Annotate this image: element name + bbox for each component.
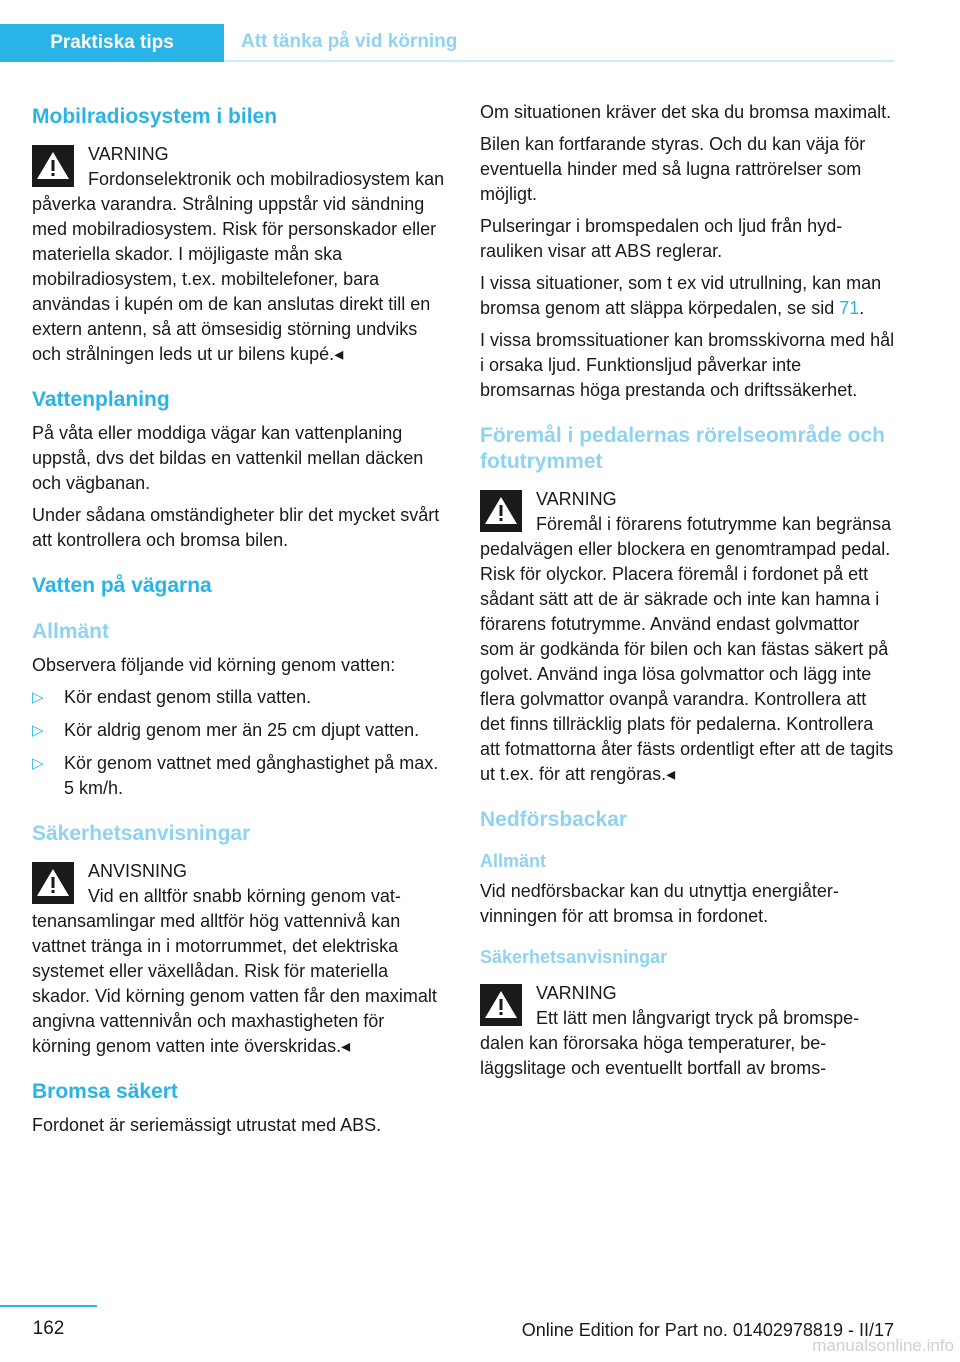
heading-pedal-objects: Föremål i pedalernas rörelseområde och fotutrymmet xyxy=(480,424,885,473)
footer-divider xyxy=(0,1305,97,1307)
warning-label: VARNING xyxy=(536,983,617,1003)
subheading-general: Allmänt xyxy=(32,620,110,643)
list-item-text: Kör aldrig genom mer än 25 cm djupt vatten. xyxy=(64,720,420,740)
warning-triangle-icon xyxy=(480,984,522,1026)
page-number: 162 xyxy=(32,1318,65,1339)
list-item-text: Kör genom vattnet med gånghastighet på max. 5 km/h. xyxy=(64,753,439,798)
list-item xyxy=(32,751,448,801)
paragraph-text: I vissa situationer, som t ex vid utrullning, kan man bromsa genom att släppa körpedalen, se sid xyxy=(480,273,882,318)
end-mark: ◂ xyxy=(341,1036,351,1056)
header-section-label: Praktiska tips xyxy=(50,32,174,53)
paragraph: Fordonet är seriemässigt utrustat med ABS. xyxy=(32,1115,382,1135)
heading-mobile-radio: Mobilradiosystem i bilen xyxy=(32,105,278,128)
warning-label: VARNING xyxy=(536,489,617,509)
list-item-text: Kör endast genom stilla vatten. xyxy=(64,687,312,707)
bullet-list xyxy=(32,685,448,801)
left-column xyxy=(32,100,448,1145)
warning-pedal-objects xyxy=(480,487,896,787)
paragraph: Pulseringar i bromspedalen och ljud från hydrauliken visar att ABS reglerar. xyxy=(480,216,843,261)
warning-mobile-radio xyxy=(32,142,448,367)
watermark: manualsonline.info xyxy=(812,1336,954,1355)
paragraph-text: . xyxy=(859,298,865,318)
bullet-arrow-icon: ▷ xyxy=(32,755,44,772)
header-subsection-tab xyxy=(224,24,894,62)
header-subsection-label: Att tänka på vid körning xyxy=(241,31,458,52)
subheading-general: Allmänt xyxy=(480,851,547,871)
bullet-arrow-icon: ▷ xyxy=(32,722,44,739)
warning-text: Fordonselektronik och mobilradiosystem kan påverka varandra. Strålning uppstår vid sändning med mobilradiosystem. Risk för personskador eller materiella skador. I möjligaste mån ska mobilradiosystem, t.ex. mobiltelefoner, bara användas i kupén om de kan anslutas direkt till en extern antenn, så att ömsesidig störning undviks och strålningen leds ut ur bilens kupé. xyxy=(32,169,445,364)
paragraph: Under sådana omständigheter blir det mycket svårt att kontrollera och bromsa bilen. xyxy=(32,505,440,550)
heading-brake-safely: Bromsa säkert xyxy=(32,1080,178,1103)
footer-edition: Online Edition for Part no. 01402978819 - II/17 xyxy=(521,1320,894,1340)
heading-aquaplaning: Vattenplaning xyxy=(32,388,170,411)
warning-label: VARNING xyxy=(88,144,169,164)
end-mark: ◂ xyxy=(334,344,344,364)
page-link[interactable]: 71 xyxy=(839,298,860,318)
list-item xyxy=(32,685,448,710)
right-column xyxy=(480,100,896,1089)
heading-downhill: Nedförsbackar xyxy=(480,808,628,831)
paragraph: Bilen kan fortfarande styras. Och du kan väja för eventuella hinder med så lugna rattrörelser som möjligt. xyxy=(480,134,866,204)
warning-triangle-icon xyxy=(32,862,74,904)
warning-triangle-icon xyxy=(32,145,74,187)
list-item xyxy=(32,718,448,743)
notice-label: ANVISNING xyxy=(88,861,188,881)
paragraph: Om situationen kräver det ska du bromsa maximalt. xyxy=(480,102,892,122)
subheading-safety: Säkerhetsanvisningar xyxy=(32,822,251,845)
paragraph: På våta eller moddiga vägar kan vattenplaning uppstå, dvs det bildas en vattenkil mellan däcken och vägbanan. xyxy=(32,423,424,493)
end-mark: ◂ xyxy=(666,764,676,784)
header-section-tab xyxy=(0,24,224,62)
paragraph xyxy=(480,271,896,321)
paragraph: Vid nedförsbackar kan du utnyttja energiåtervinningen för att bromsa in fordonet. xyxy=(480,881,839,926)
warning-text: Ett lätt men långvarigt tryck på bromspedalen kan förorsaka höga temperaturer, beläggslitage och eventuellt bortfall av broms- xyxy=(480,1008,860,1078)
subheading-safety: Säkerhetsanvisningar xyxy=(480,947,668,967)
warning-triangle-icon xyxy=(480,490,522,532)
notice-text: Vid en alltför snabb körning genom vattenansamlingar med alltför hög vattennivå kan vattnet tränga in i motorrummet, det elektriska systemet eller växellådan. Risk för materiella skador. Vid körning genom vatten får den maximalt angivna vattennivån och maxhastigheten för körning genom vatten inte överskridas. xyxy=(32,886,437,1056)
warning-text: Föremål i förarens fotutrymme kan begränsa pedalvägen eller blockera en genomtrampad pedal. Risk för olyckor. Placera föremål i fordonet på ett sådant sätt att de är säkrade och inte kan hamna i förarens fotutrymme. Använd endast golvmattor som är godkända för bilen och kan fästas säkert på golvet. Använd inga lösa golvmattor och lägg inte flera golvmattor ovanpå varandra. Kontrollera att det finns tillräcklig plats för pedalerna. Kontrollera att fotmattorna åter fästs ordentligt efter att de tagits ut t.ex. för att rengöras. xyxy=(480,514,894,784)
heading-water-on-roads: Vatten på vägarna xyxy=(32,574,212,597)
paragraph: I vissa bromssituationer kan bromsskivorna med hål i orsaka ljud. Funktionsljud påverkar inte bromsarnas höga prestanda och driftssäkerhet. xyxy=(480,330,895,400)
bullet-arrow-icon: ▷ xyxy=(32,689,44,706)
notice-water xyxy=(32,859,448,1059)
paragraph: Observera följande vid körning genom vatten: xyxy=(32,655,396,675)
warning-downhill xyxy=(480,981,896,1081)
